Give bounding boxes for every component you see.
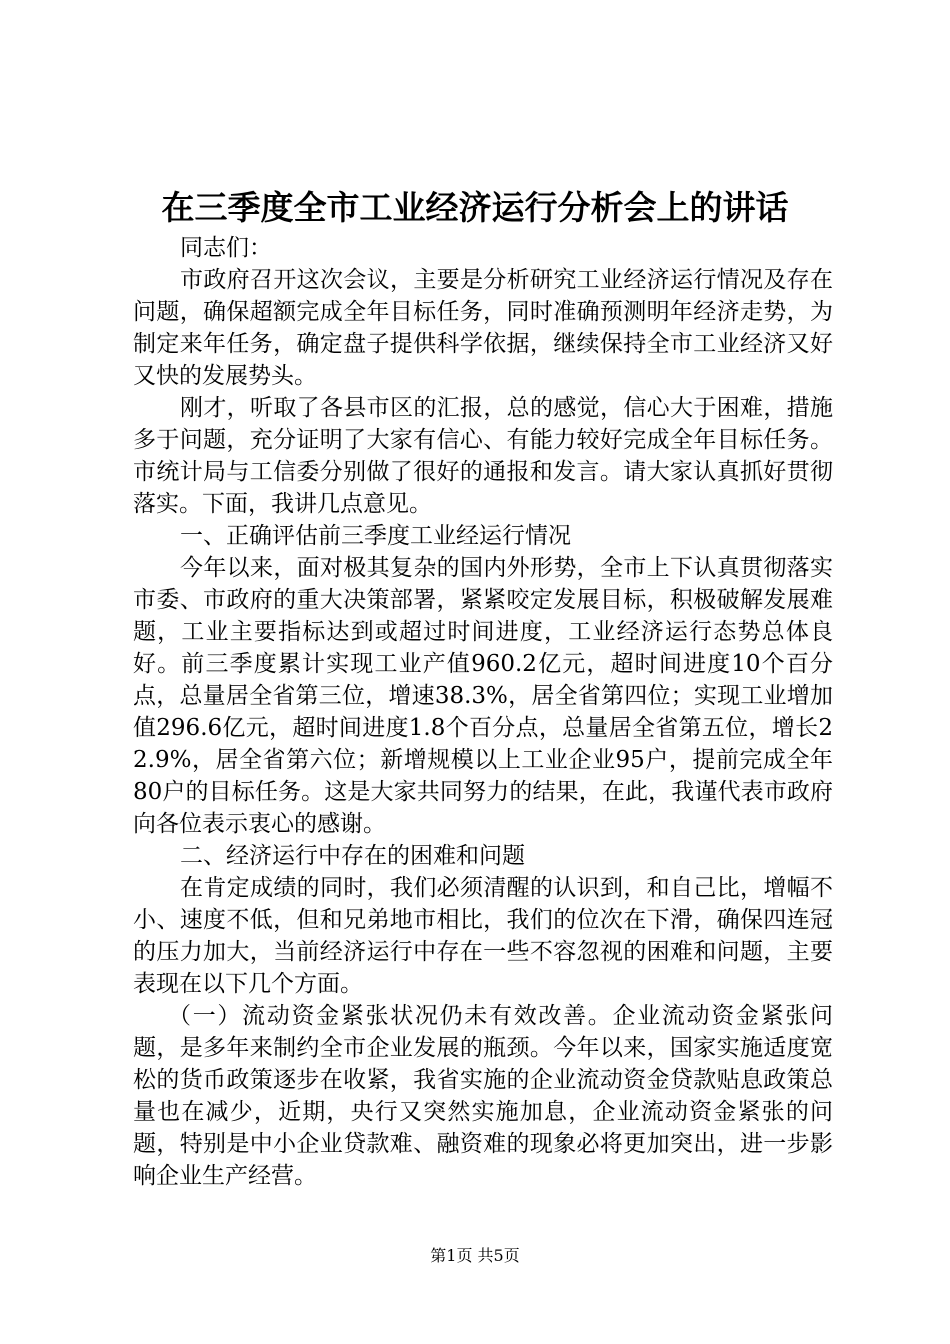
document-title: 在三季度全市工业经济运行分析会上的讲话 — [161, 188, 789, 227]
section-heading: 一、正确评估前三季度工业经运行情况 — [180, 523, 571, 549]
body-paragraph: （一）流动资金紧张状况仍未有效改善。企业流动资金紧张问题，是多年来制约全市企业发展的瓶颈。今年以来，国家实施适度宽松的货币政策逐步在收紧，我省实施的企业流动资金贷款贴息政策总量也在减少，近期，央行又突然实施加息，企业流动资金紧张的问题，特别是中小企业贷款难、融资难的现象必将更加突出，进一步影响企业生产经营。 — [133, 1003, 833, 1189]
body-paragraph: 在肯定成绩的同时，我们必须清醒的认识到，和自己比，增幅不小、速度不低，但和兄弟地市相比，我们的位次在下滑，确保四连冠的压力加大，当前经济运行中存在一些不容忽视的困难和问题，主要表现在以下几个方面。 — [133, 875, 833, 997]
salutation: 同志们： — [180, 235, 272, 261]
document-body — [133, 232, 833, 1192]
page-footer: 第1页 共5页 — [430, 1246, 520, 1265]
body-paragraph: 市政府召开这次会议，主要是分析研究工业经济运行情况及存在问题，确保超额完成全年目标任务，同时准确预测明年经济走势，为制定来年任务，确定盘子提供科学依据，继续保持全市工业经济又好又快的发展势头。 — [133, 267, 833, 389]
body-paragraph: 刚才，听取了各县市区的汇报，总的感觉，信心大于困难，措施多于问题，充分证明了大家有信心、有能力较好完成全年目标任务。市统计局与工信委分别做了很好的通报和发言。请大家认真抓好贯彻落实。下面，我讲几点意见。 — [133, 395, 833, 517]
section-heading: 二、经济运行中存在的困难和问题 — [180, 843, 525, 869]
body-paragraph: 今年以来，面对极其复杂的国内外形势，全市上下认真贯彻落实市委、市政府的重大决策部署，紧紧咬定发展目标，积极破解发展难题，工业主要指标达到或超过时间进度，工业经济运行态势总体良好。前三季度累计实现工业产值960.2亿元，超时间进度10个百分点，总量居全省第三位，增速38.3%，居全省第四位；实现工业增加值296.6亿元，超时间进度1.8个百分点，总量居全省第五位，增长22.9%，居全省第六位；新增规模以上工业企业95户，提前完成全年80户的目标任务。这是大家共同努力的结果，在此，我谨代表市政府向各位表示衷心的感谢。 — [133, 555, 833, 837]
